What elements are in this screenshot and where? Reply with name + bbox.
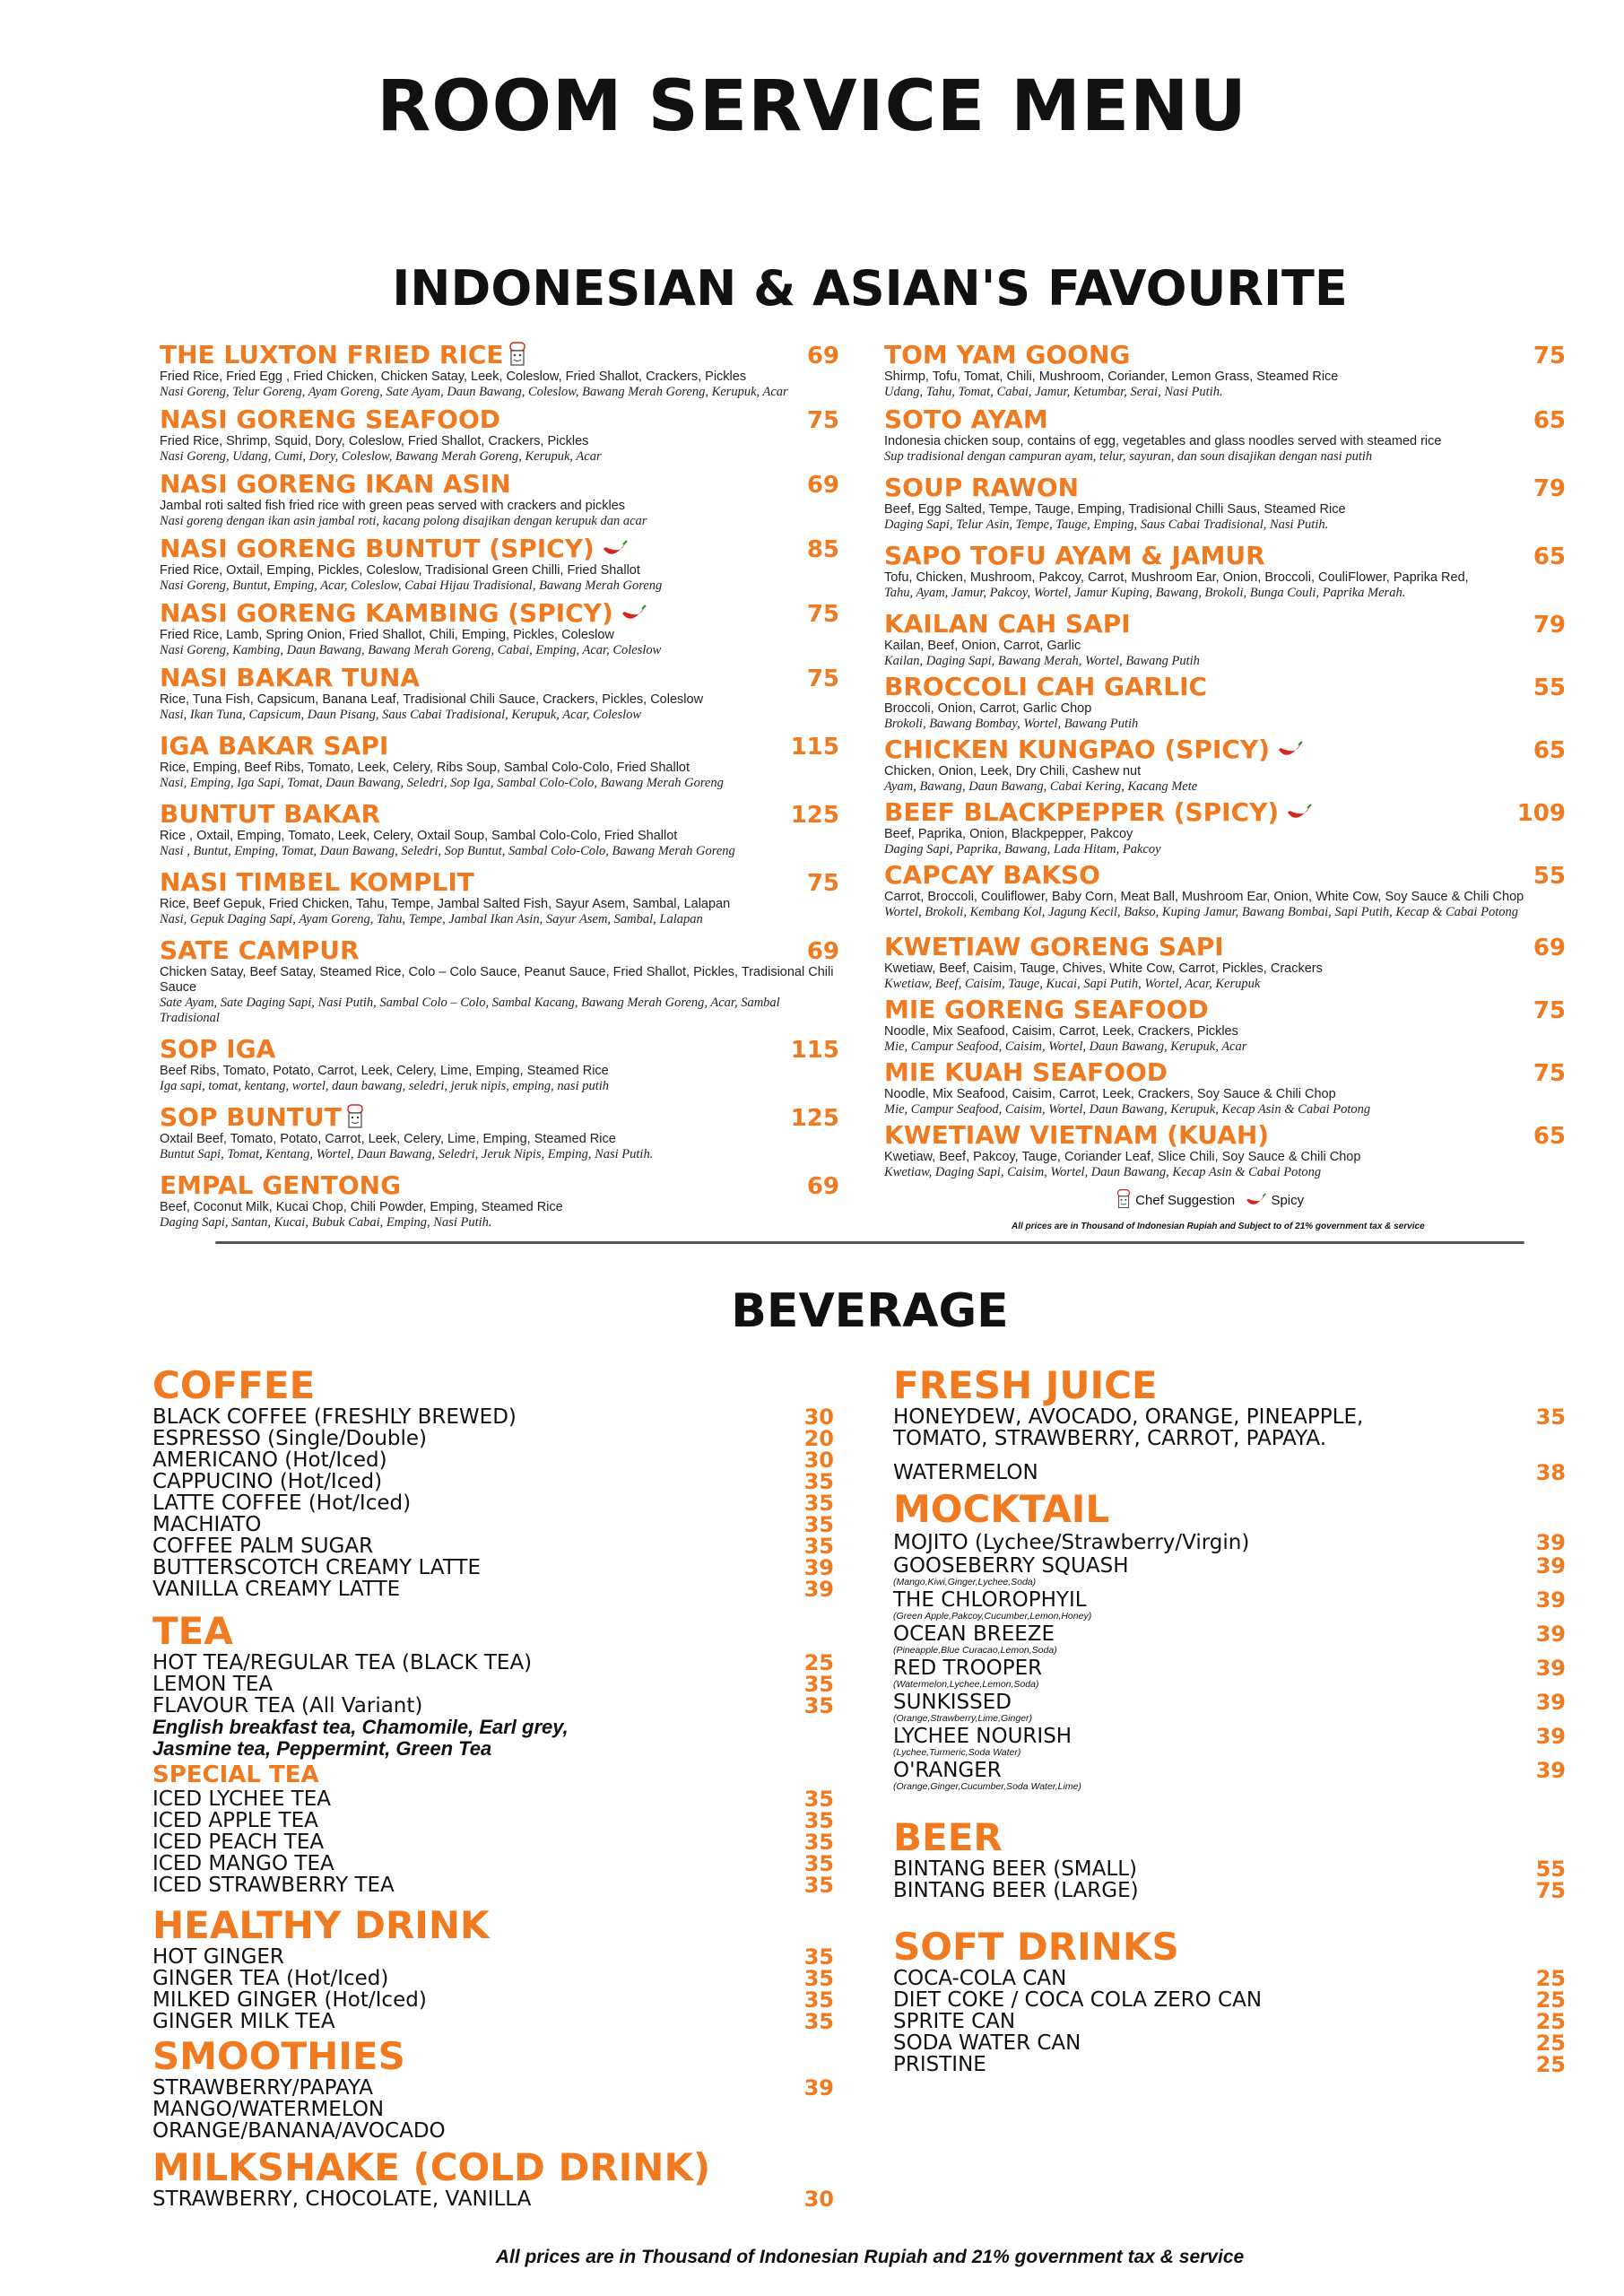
drink-name: ICED PEACH TEA [152, 1831, 325, 1854]
drink-name: HOT GINGER [152, 1945, 284, 1969]
drink-name: SUNKISSED [893, 1691, 1012, 1714]
drink-price: 25 [1535, 2031, 1566, 2056]
healthy-drink-list [152, 1946, 834, 2032]
drink-item [152, 1578, 834, 1600]
drink-item [893, 1968, 1566, 1989]
dish-description-id: Nasi, Ikan Tuna, Capsicum, Daun Pisang, Saus Cabai Tradisional, Kerupuk, Acar, Coleslow [160, 708, 642, 722]
dish-price: 125 [790, 1105, 839, 1132]
dish-description-id: Udang, Tahu, Tomat, Cabai, Jamur, Ketumbar, Serai, Nasi Putih. [884, 385, 1223, 399]
legend-spicy-label: Spicy [1271, 1193, 1305, 1208]
drink-price: 30 [803, 1405, 834, 1430]
legend-chef-label: Chef Suggestion [1135, 1193, 1236, 1208]
spicy-icon [1275, 741, 1304, 761]
dish-description-id: Daging Sapi, Santan, Kucai, Bubuk Cabai, Emping, Nasi Putih. [160, 1215, 492, 1230]
dish-name: CAPCAY BAKSO [884, 860, 1100, 890]
dish-item [884, 1121, 1566, 1180]
legend [1112, 1188, 1304, 1210]
drink-name: O'RANGER [893, 1759, 1002, 1782]
dish-description-en: Chicken Satay, Beef Satay, Steamed Rice, Colo – Colo Sauce, Peanut Sauce, Fried Shallot, Pickles, Tradisional Chili Sauce [160, 965, 834, 995]
drink-ingredients: (Pineapple,Blue Curacao,Lemon,Soda) [893, 1645, 1057, 1656]
dish-price: 69 [1533, 935, 1566, 961]
coffee-heading: COFFEE [152, 1363, 316, 1407]
drink-ingredients: (Watermelon,Lychee,Lemon,Soda) [893, 1679, 1039, 1690]
drink-name: ICED STRAWBERRY TEA [152, 1874, 395, 1897]
dish-description-en: Rice , Oxtail, Emping, Tomato, Leek, Celery, Oxtail Soup, Sambal Colo-Colo, Fried Shallot [160, 829, 678, 843]
dish-description-en: Tofu, Chicken, Mushroom, Pakcoy, Carrot, Mushroom Ear, Onion, Broccoli, CouliFlower, Paprika Red, [884, 570, 1469, 585]
watermelon-price: 38 [1535, 1460, 1566, 1485]
drink-price: 35 [803, 1851, 834, 1876]
drink-item [893, 1623, 1566, 1645]
drink-price: 35 [803, 1787, 834, 1812]
drink-name: ICED MANGO TEA [152, 1852, 334, 1875]
milkshake-flavours: STRAWBERRY, CHOCOLATE, VANILLA [152, 2187, 532, 2211]
mocktail-heading: MOCKTAIL [893, 1487, 1110, 1531]
drink-name: THE CHLOROPHYIL [893, 1588, 1087, 1612]
drink-price: 39 [1535, 1656, 1566, 1681]
smoothie-item: STRAWBERRY/PAPAYA [152, 2076, 373, 2100]
drink-name: SODA WATER CAN [893, 2031, 1081, 2055]
drink-name: MACHIATO [152, 1513, 262, 1536]
dish-description-en: Beef Ribs, Tomato, Potato, Carrot, Leek, Celery, Lime, Emping, Steamed Rice [160, 1064, 609, 1078]
drink-item [152, 1406, 834, 1428]
tea-heading: TEA [152, 1609, 233, 1653]
drink-price: 55 [1535, 1857, 1566, 1882]
drink-price: 35 [803, 1873, 834, 1898]
dish-description-id: Kwetiaw, Beef, Caisim, Tauge, Kucai, Sapi Putih, Wortel, Acar, Kerupuk [884, 977, 1261, 991]
dish-item [160, 1171, 839, 1231]
drink-price: 35 [803, 1469, 834, 1494]
drink-item [152, 2011, 834, 2032]
dish-name: SOP IGA [160, 1034, 276, 1064]
dish-name: EMPAL GENTONG [160, 1170, 402, 1200]
dish-price: 115 [790, 1037, 839, 1064]
dish-price: 75 [1533, 1060, 1566, 1087]
dish-description-en: Fried Rice, Fried Egg , Fried Chicken, Chicken Satay, Leek, Coleslow, Fried Shallot, Crackers, Pickles [160, 370, 747, 384]
healthy-drink-heading: HEALTHY DRINK [152, 1903, 490, 1947]
drink-price: 25 [1535, 1987, 1566, 2013]
right-dish-column [884, 341, 1566, 1186]
drink-item [152, 1535, 834, 1557]
dish-description-en: Beef, Coconut Milk, Kucai Chop, Chili Powder, Emping, Steamed Rice [160, 1200, 563, 1214]
dish-description-id: Nasi Goreng, Telur Goreng, Ayam Goreng, Sate Ayam, Daun Bawang, Coleslow, Bawang Merah Goreng, Kerupuk, Acar [160, 385, 788, 399]
dish-description-en: Rice, Tuna Fish, Capsicum, Banana Leaf, Tradisional Chili Sauce, Crackers, Pickles, Coleslow [160, 692, 704, 707]
dish-price: 55 [1533, 863, 1566, 890]
page-title: ROOM SERVICE MENU [377, 66, 1247, 147]
drink-name: ICED APPLE TEA [152, 1809, 318, 1832]
dish-description-en: Broccoli, Onion, Carrot, Garlic Chop [884, 701, 1092, 716]
dish-description-en: Shirmp, Tofu, Tomat, Chili, Mushroom, Coriander, Lemon Grass, Steamed Rice [884, 370, 1339, 384]
juice-line-2: TOMATO, STRAWBERRY, CARROT, PAPAYA. [893, 1427, 1327, 1450]
drink-ingredients: (Orange,Strawberry,Lime,Ginger) [893, 1713, 1033, 1724]
drink-price: 35 [803, 1944, 834, 1970]
beer-list [893, 1858, 1566, 1901]
drink-name: COCA-COLA CAN [893, 1967, 1067, 1990]
mocktail-list [893, 1532, 1566, 1792]
dish-name: IGA BAKAR SAPI [160, 731, 389, 761]
drink-ingredients: (Green Apple,Pakcoy,Cucumber,Lemon,Honey) [893, 1611, 1092, 1622]
dish-description-id: Nasi, Gepuk Daging Sapi, Ayam Goreng, Tahu, Tempe, Jambal Ikan Asin, Sayur Asem, Sambal, Lalapan [160, 912, 703, 926]
drink-price: 39 [803, 1577, 834, 1602]
drink-name: ICED LYCHEE TEA [152, 1787, 331, 1811]
drink-item [152, 1471, 834, 1492]
chef-suggestion-icon [345, 1103, 365, 1130]
dish-description-en: Beef, Paprika, Onion, Blackpepper, Pakcoy [884, 827, 1133, 841]
spicy-icon [1244, 1193, 1267, 1209]
section-divider [215, 1241, 1524, 1244]
drink-ingredients: (Mango,Kiwi,Ginger,Lychee,Soda) [893, 1577, 1037, 1587]
dish-item [884, 341, 1566, 400]
drink-name: AMERICANO (Hot/Iced) [152, 1448, 387, 1472]
drink-item [152, 1492, 834, 1514]
drink-name: DIET COKE / COCA COLA ZERO CAN [893, 1988, 1263, 2012]
special-tea-list [152, 1788, 834, 1896]
dish-name: NASI BAKAR TUNA [160, 663, 421, 692]
drink-price: 39 [1535, 1530, 1566, 1555]
food-section-title: INDONESIAN & ASIAN'S FAVOURITE [392, 260, 1348, 317]
dish-item [884, 542, 1566, 601]
dish-price: 79 [1533, 475, 1566, 502]
dish-item [160, 470, 839, 529]
drink-price: 25 [1535, 2009, 1566, 2034]
dish-price: 109 [1516, 800, 1566, 827]
drink-price: 39 [1535, 1553, 1566, 1578]
dish-description-en: Kailan, Beef, Onion, Carrot, Garlic [884, 639, 1081, 653]
dish-description-en: Jambal roti salted fish fried rice with green peas served with crackers and pickles [160, 499, 626, 513]
dish-description-en: Fried Rice, Shrimp, Squid, Dory, Coleslow, Fried Shallot, Crackers, Pickles [160, 434, 589, 448]
drink-item [152, 1652, 834, 1674]
bottom-price-note: All prices are in Thousand of Indonesian Rupiah and 21% government tax & service [495, 2247, 1245, 2267]
dish-name: SOTO AYAM [884, 404, 1048, 434]
drink-name: FLAVOUR TEA (All Variant) [152, 1694, 423, 1718]
dish-description-id: Nasi Goreng, Udang, Cumi, Dory, Coleslow, Bawang Merah Goreng, Kerupuk, Acar [160, 449, 602, 464]
dish-name: NASI GORENG IKAN ASIN [160, 469, 511, 499]
dish-name: TOM YAM GOONG [884, 340, 1131, 370]
dish-description-en: Kwetiaw, Beef, Caisim, Tauge, Chives, White Cow, Carrot, Pickles, Crackers [884, 961, 1323, 976]
dish-price: 75 [1533, 343, 1566, 370]
drink-price: 39 [1535, 1690, 1566, 1715]
dish-name: KAILAN CAH SAPI [884, 609, 1131, 639]
drink-price: 35 [803, 1672, 834, 1697]
dish-description-id: Nasi, Emping, Iga Sapi, Tomat, Daun Bawang, Seledri, Sop Iga, Sambal Colo-Colo, Bawang Merah Goreng [160, 776, 724, 790]
dish-price: 75 [806, 870, 839, 897]
dish-description-id: Nasi Goreng, Buntut, Emping, Acar, Coleslow, Cabai Hijau Tradisional, Bawang Merah Goreng [160, 578, 663, 593]
dish-price: 69 [806, 472, 839, 499]
dish-description-id: Kailan, Daging Sapi, Bawang Merah, Wortel, Bawang Putih [884, 654, 1200, 668]
drink-price: 35 [803, 1491, 834, 1516]
drink-item [152, 1946, 834, 1968]
drink-item [152, 1557, 834, 1578]
tea-list [152, 1652, 834, 1717]
dish-description-id: Wortel, Brokoli, Kembang Kol, Jagung Kecil, Bakso, Kuping Jamur, Bawang Bombai, Sapi Putih, Kecap & Cabai Potong [884, 905, 1518, 919]
dish-item [160, 405, 839, 465]
dish-price: 115 [790, 734, 839, 761]
soft-drinks-heading: SOFT DRINKS [893, 1925, 1179, 1969]
dish-name: MIE GORENG SEAFOOD [884, 995, 1209, 1024]
dish-item [884, 474, 1566, 533]
drink-item [152, 1449, 834, 1471]
drink-item [893, 1726, 1566, 1747]
dish-description-id: Sup tradisional dengan campuran ayam, telur, sayuran, dan soun disajikan dengan nasi putih [884, 449, 1373, 464]
dish-description-en: Indonesia chicken soup, contains of egg, vegetables and glass noodles served with steamed rice [884, 434, 1442, 448]
drink-name: VANILLA CREAMY LATTE [152, 1578, 401, 1601]
dish-price: 55 [1533, 674, 1566, 701]
spicy-icon [600, 540, 629, 560]
drink-price: 39 [1535, 1724, 1566, 1749]
drink-name: BINTANG BEER (LARGE) [893, 1879, 1139, 1902]
drink-price: 35 [803, 2009, 834, 2034]
drink-price: 35 [803, 1830, 834, 1855]
dish-price: 75 [1533, 997, 1566, 1024]
dish-item [884, 610, 1566, 669]
drink-item [893, 1555, 1566, 1577]
watermelon-label: WATERMELON [893, 1461, 1038, 1484]
smoothie-item: ORANGE/BANANA/AVOCADO [152, 2119, 446, 2143]
dish-price: 75 [806, 407, 839, 434]
drink-item [152, 1831, 834, 1853]
dish-description-id: Nasi Goreng, Kambing, Daun Bawang, Bawang Merah Goreng, Cabai, Emping, Acar, Coleslow [160, 643, 662, 657]
dish-description-id: Mie, Campur Seafood, Caisim, Wortel, Daun Bawang, Kerupuk, Acar [884, 1039, 1247, 1054]
watermelon-item [893, 1462, 1566, 1483]
dish-name: MIE KUAH SEAFOOD [884, 1057, 1168, 1087]
drink-name: ESPRESSO (Single/Double) [152, 1427, 428, 1450]
drink-item [152, 1695, 834, 1717]
dish-price: 69 [806, 938, 839, 965]
chef-suggestion-icon [1116, 1188, 1132, 1210]
dish-name: BEEF BLACKPEPPER (SPICY) [884, 798, 1566, 827]
drink-price: 39 [803, 1555, 834, 1580]
dish-description-id: Iga sapi, tomat, kentang, wortel, daun bawang, seledri, jeruk nipis, emping, nasi putih [160, 1079, 610, 1093]
dish-item [884, 405, 1566, 465]
drink-price: 39 [1535, 1622, 1566, 1647]
dish-description-en: Oxtail Beef, Tomato, Potato, Carrot, Leek, Celery, Lime, Emping, Steamed Rice [160, 1132, 616, 1146]
drink-price: 39 [1535, 1758, 1566, 1783]
dish-name: CHICKEN KUNGPAO (SPICY) [884, 735, 1566, 764]
drink-price: 35 [803, 1512, 834, 1537]
drink-ingredients: (Orange,Ginger,Cucumber,Soda Water,Lime) [893, 1781, 1081, 1792]
drink-item [893, 1858, 1566, 1880]
dish-item [160, 936, 839, 1026]
drink-name: LYCHEE NOURISH [893, 1725, 1073, 1748]
dish-item [160, 341, 839, 400]
dish-name: KWETIAW VIETNAM (KUAH) [884, 1120, 1270, 1150]
dish-description-en: Noodle, Mix Seafood, Caisim, Carrot, Leek, Crackers, Soy Sauce & Chili Chop [884, 1087, 1336, 1101]
drink-item [893, 1692, 1566, 1713]
dish-item [884, 996, 1566, 1055]
dish-description-en: Noodle, Mix Seafood, Caisim, Carrot, Leek, Crackers, Pickles [884, 1024, 1238, 1039]
drink-name: MILKED GINGER (Hot/Iced) [152, 1988, 427, 2012]
juice-price: 35 [1535, 1405, 1566, 1430]
beverage-left-column [152, 1365, 834, 2210]
drink-name: RED TROOPER [893, 1657, 1043, 1680]
drink-item [152, 1514, 834, 1535]
smoothies-list [152, 2077, 834, 2142]
drink-price: 35 [803, 1987, 834, 2013]
dish-name: SAPO TOFU AYAM & JAMUR [884, 541, 1265, 570]
dish-description-en: Carrot, Broccoli, Couliflower, Baby Corn, Meat Ball, Mushroom Ear, Onion, White Cow, Soy Sauce & Chili Chop [884, 890, 1524, 904]
dish-item [884, 798, 1566, 857]
drink-item [893, 2054, 1566, 2075]
dish-description-id: Ayam, Bawang, Daun Bawang, Cabai Kering, Kacang Mete [884, 779, 1198, 794]
drink-price: 35 [803, 1808, 834, 1833]
dish-price: 75 [806, 601, 839, 628]
dish-price: 85 [806, 536, 839, 563]
dish-name: SOP BUNTUT [160, 1103, 839, 1132]
juice-line-1: HONEYDEW, AVOCADO, ORANGE, PINEAPPLE, [893, 1405, 1364, 1429]
dish-name: BUNTUT BAKAR [160, 799, 381, 829]
drink-item [152, 1874, 834, 1896]
dish-name: NASI TIMBEL KOMPLIT [160, 867, 474, 897]
drink-item [893, 1657, 1566, 1679]
dish-description-en: Chicken, Onion, Leek, Dry Chili, Cashew nut [884, 764, 1142, 778]
milkshake-price: 30 [803, 2187, 834, 2212]
drink-name: GINGER MILK TEA [152, 2010, 335, 2033]
smoothies-price: 39 [803, 2075, 834, 2100]
drink-name: BLACK COFFEE (FRESHLY BREWED) [152, 1405, 517, 1429]
dish-name: SOUP RAWON [884, 473, 1080, 502]
dish-name: KWETIAW GORENG SAPI [884, 932, 1224, 961]
soft-drinks-list [893, 1968, 1566, 2075]
dish-description-id: Daging Sapi, Paprika, Bawang, Lada Hitam, Pakcoy [884, 842, 1161, 857]
drink-name: GINGER TEA (Hot/Iced) [152, 1967, 389, 1990]
special-tea-heading: SPECIAL TEA [152, 1761, 319, 1788]
drink-ingredients: (Lychee,Turmeric,Soda Water) [893, 1747, 1021, 1758]
dish-price: 65 [1533, 407, 1566, 434]
dish-description-id: Nasi , Buntut, Emping, Tomat, Daun Bawang, Seledri, Sop Buntut, Sambal Colo-Colo, Bawang Merah Goreng [160, 844, 735, 858]
dish-description-en: Rice, Emping, Beef Ribs, Tomato, Leek, Celery, Ribs Soup, Sambal Colo-Colo, Fried Shallot [160, 761, 690, 775]
drink-item [152, 1853, 834, 1874]
dish-description-id: Kwetiaw, Daging Sapi, Caisim, Wortel, Daun Bawang, Kecap Asin & Cabai Potong [884, 1165, 1322, 1179]
juice-item [893, 1406, 1566, 1428]
drink-item [152, 1810, 834, 1831]
drink-name: LATTE COFFEE (Hot/Iced) [152, 1492, 412, 1515]
dish-description-id: Tahu, Ayam, Jamur, Pakcoy, Wortel, Jamur Kuping, Bawang, Brokoli, Bunga Couli, Paprika Merah. [884, 586, 1406, 600]
dish-item [884, 1058, 1566, 1118]
dish-item [160, 1035, 839, 1094]
dish-item [160, 599, 839, 658]
drink-name: HOT TEA/REGULAR TEA (BLACK TEA) [152, 1651, 533, 1674]
drink-name: BINTANG BEER (SMALL) [893, 1857, 1137, 1881]
dish-item [160, 1103, 839, 1162]
dish-name: THE LUXTON FRIED RICE [160, 341, 839, 370]
dish-price: 65 [1533, 544, 1566, 570]
left-dish-column [160, 341, 839, 1236]
drink-price: 20 [803, 1426, 834, 1451]
dish-name: NASI GORENG SEAFOOD [160, 404, 501, 434]
beverage-right-column [893, 1365, 1566, 2075]
drink-price: 39 [1535, 1587, 1566, 1613]
dish-item [884, 933, 1566, 992]
dish-price: 69 [806, 1173, 839, 1200]
milkshake-heading: MILKSHAKE (COLD DRINK) [152, 2145, 711, 2189]
drink-item [893, 1989, 1566, 2011]
spicy-icon [1284, 804, 1313, 823]
dish-item [160, 732, 839, 791]
dish-price: 79 [1533, 612, 1566, 639]
drink-price: 75 [1535, 1878, 1566, 1903]
dish-description-id: Mie, Campur Seafood, Caisim, Wortel, Daun Bawang, Kerupuk, Kecap Asin & Cabai Potong [884, 1102, 1371, 1117]
drink-item [893, 1589, 1566, 1611]
chef-suggestion-icon [508, 341, 527, 368]
dish-item [160, 800, 839, 859]
drink-item [893, 1532, 1566, 1553]
dish-description-id: Brokoli, Bawang Bombay, Wortel, Bawang Putih [884, 717, 1139, 731]
dish-price: 69 [806, 343, 839, 370]
food-price-note: All prices are in Thousand of Indonesian Rupiah and Subject to of 21% government tax & service [1012, 1222, 1425, 1231]
dish-name: SATE CAMPUR [160, 935, 360, 965]
drink-item [152, 1674, 834, 1695]
dish-description-id: Sate Ayam, Sate Daging Sapi, Nasi Putih, Sambal Colo – Colo, Sambal Kacang, Bawang Merah Goreng, Acar, Sambal Tradisional [160, 996, 780, 1025]
dish-name: BROCCOLI CAH GARLIC [884, 672, 1208, 701]
dish-name: NASI GORENG KAMBING (SPICY) [160, 599, 839, 628]
dish-name: NASI GORENG BUNTUT (SPICY) [160, 535, 839, 563]
drink-price: 35 [803, 1966, 834, 1991]
drink-name: PRISTINE [893, 2053, 986, 2076]
dish-item [884, 673, 1566, 732]
spicy-icon [619, 604, 647, 624]
drink-item [893, 1760, 1566, 1781]
drink-name: BUTTERSCOTCH CREAMY LATTE [152, 1556, 481, 1579]
dish-price: 65 [1533, 737, 1566, 764]
dish-description-id: Nasi goreng dengan ikan asin jambal roti, kacang polong disajikan dengan kerupuk dan acar [160, 514, 647, 528]
drink-item [893, 2032, 1566, 2054]
drink-price: 25 [1535, 2052, 1566, 2077]
dish-item [160, 664, 839, 723]
beverage-title: BEVERAGE [731, 1284, 1009, 1338]
dish-price: 125 [790, 802, 839, 829]
dish-item [160, 535, 839, 594]
drink-price: 35 [803, 1693, 834, 1718]
dish-description-en: Beef, Egg Salted, Tempe, Tauge, Emping, Tradisional Chilli Saus, Steamed Rice [884, 502, 1346, 517]
drink-name: CAPPUCINO (Hot/Iced) [152, 1470, 383, 1493]
drink-item [893, 1880, 1566, 1901]
drink-name: GOOSEBERRY SQUASH [893, 1554, 1129, 1578]
drink-item [152, 1968, 834, 1989]
dish-description-en: Kwetiaw, Beef, Pakcoy, Tauge, Coriander Leaf, Slice Chili, Soy Sauce & Chili Chop [884, 1150, 1361, 1164]
dish-description-id: Buntut Sapi, Tomat, Kentang, Wortel, Daun Bawang, Seledri, Jeruk Nipis, Emping, Nasi Putih. [160, 1147, 654, 1161]
drink-name: OCEAN BREEZE [893, 1622, 1055, 1646]
tea-variants: English breakfast tea, Chamomile, Earl grey, Jasmine tea, Peppermint, Green Tea [152, 1716, 569, 1760]
smoothies-heading: SMOOTHIES [152, 2034, 405, 2078]
fresh-juice-heading: FRESH JUICE [893, 1363, 1158, 1407]
dish-price: 75 [806, 665, 839, 692]
milkshake-item [152, 2188, 834, 2210]
dish-description-en: Fried Rice, Oxtail, Emping, Pickles, Coleslow, Tradisional Green Chilli, Fried Shallot [160, 563, 640, 578]
drink-price: 25 [1535, 1966, 1566, 1991]
drink-name: MOJITO (Lychee/Strawberry/Virgin) [893, 1531, 1250, 1554]
drink-name: COFFEE PALM SUGAR [152, 1535, 374, 1558]
drink-item [152, 1428, 834, 1449]
coffee-list [152, 1406, 834, 1600]
dish-item [884, 735, 1566, 795]
drink-price: 25 [803, 1650, 834, 1675]
smoothie-item: MANGO/WATERMELON [152, 2098, 385, 2121]
dish-price: 65 [1533, 1123, 1566, 1150]
dish-description-id: Daging Sapi, Telur Asin, Tempe, Tauge, Emping, Saus Cabai Tradisional, Nasi Putih. [884, 517, 1329, 532]
dish-description-en: Fried Rice, Lamb, Spring Onion, Fried Shallot, Chili, Emping, Pickles, Coleslow [160, 628, 614, 642]
dish-item [884, 861, 1566, 920]
drink-name: LEMON TEA [152, 1673, 274, 1696]
dish-item [160, 868, 839, 927]
drink-name: SPRITE CAN [893, 2010, 1016, 2033]
dish-description-en: Rice, Beef Gepuk, Fried Chicken, Tahu, Tempe, Jambal Salted Fish, Sayur Asem, Sambal, Lalapan [160, 897, 731, 911]
drink-price: 30 [803, 1448, 834, 1473]
beer-heading: BEER [893, 1815, 1003, 1859]
drink-item [893, 2011, 1566, 2032]
drink-item [152, 1788, 834, 1810]
drink-price: 35 [803, 1534, 834, 1559]
drink-item [152, 1989, 834, 2011]
